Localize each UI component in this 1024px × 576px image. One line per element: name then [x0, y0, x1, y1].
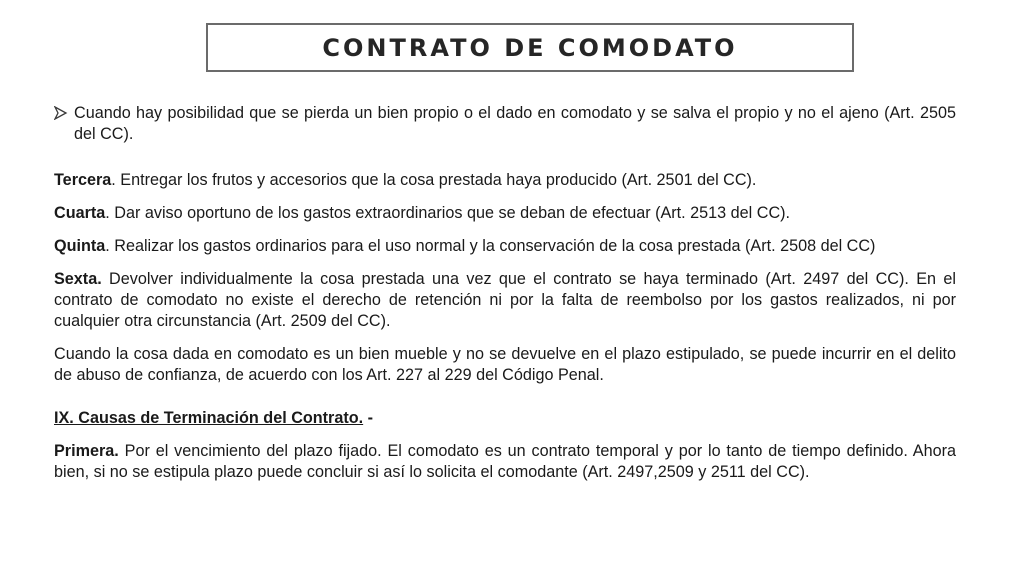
bullet-text: Cuando hay posibilidad que se pierda un bien propio o el dado en comodato y se salva el propio y no el ajeno (Art. 2505 del CC).: [74, 104, 956, 143]
section-heading-text: IX. Causas de Terminación del Contrato.: [54, 409, 364, 427]
obligation-sexta-label: Sexta.: [54, 270, 102, 288]
obligation-sexta: [54, 269, 956, 332]
bullet-item: [54, 103, 956, 145]
obligation-cuarta: [54, 203, 956, 224]
section-heading-suffix: -: [363, 409, 374, 427]
obligation-quinta: [54, 236, 956, 257]
comodato-note: Cuando la cosa dada en comodato es un bien mueble y no se devuelve en el plazo estipulado, se puede incurrir en el delito de abuso de confianza, de acuerdo con los Art. 227 al 229 del Código Penal.: [54, 345, 956, 384]
section-heading: [54, 408, 956, 429]
obligation-tercera-text: . Entregar los frutos y accesorios que la cosa prestada haya producido (Art. 2501 del CC).: [111, 171, 757, 189]
obligation-cuarta-label: Cuarta: [54, 204, 106, 222]
title-box: [206, 23, 854, 72]
obligation-cuarta-text: . Dar aviso oportuno de los gastos extraordinarios que se deban de efectuar (Art. 2513 del CC).: [105, 204, 791, 222]
obligation-quinta-label: Quinta: [54, 237, 106, 255]
arrow-bullet-icon: [54, 103, 74, 124]
obligation-sexta-text: Devolver individualmente la cosa prestada una vez que el contrato se haya terminado (Art. 2497 del CC). En el contrato de comodato no existe el derecho de retención ni por la falta de reembolso por los gastos realizados, ni por cualquier otra circunstancia (Art. 2509 del CC).: [54, 270, 956, 330]
termination-primera-label: Primera.: [54, 442, 119, 460]
slide-content: [54, 103, 956, 483]
obligation-tercera: [54, 170, 956, 191]
termination-primera: [54, 441, 956, 483]
obligation-quinta-text: . Realizar los gastos ordinarios para el uso normal y la conservación de la cosa prestada (Art. 2508 del CC): [105, 237, 876, 255]
termination-primera-text: Por el vencimiento del plazo fijado. El comodato es un contrato temporal y por lo tanto de tiempo definido. Ahora bien, si no se estipula plazo puede concluir si así lo solicita el comodante (Art. 2497,2509 y 2511 del CC).: [54, 442, 956, 481]
slide-title: CONTRATO DE COMODATO: [322, 33, 738, 62]
obligation-tercera-label: Tercera: [54, 171, 112, 189]
